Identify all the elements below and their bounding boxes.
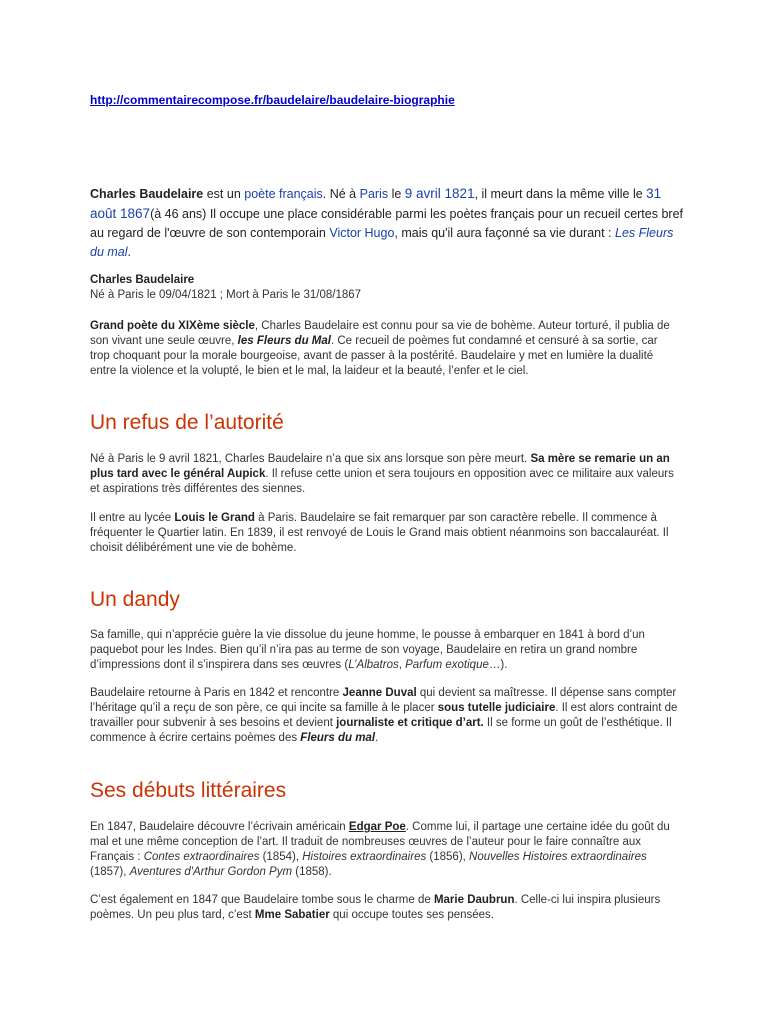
- italic-text: Nouvelles Histoires extraordinaires: [469, 851, 647, 863]
- body-text: . Comme lui, il partage une certaine idée du goût du mal et une même conception de l’art. Il traduit de nombreuses œuvres de l’auteur pour le faire connaître aux Français :: [90, 821, 670, 863]
- body-text: à Paris. Baudelaire se fait remarquer par son caractère rebelle. Il commence à fréquenter le Quartier latin. En 1839, il est renvoyé de Louis le Grand mais obtient néanmoins son baccalauréat. Il choisit délibérément une vie de bohème.: [90, 512, 669, 554]
- italic-text: Parfum exotique: [405, 659, 489, 671]
- section-heading-dandy: Un dandy: [90, 588, 180, 611]
- body-text: qui devient sa maîtresse. Il dépense sans compter l’héritage qu’il a reçu de son père, ce qui incite sa famille à le placer: [90, 687, 677, 714]
- fleurs-link[interactable]: Les Fleurs du mal: [90, 226, 674, 259]
- intro-text: .: [127, 245, 132, 259]
- bio-block: [90, 273, 680, 303]
- body-text: Il se forme un goût de l’esthétique. Il commence à écrire certains poèmes des: [90, 717, 672, 744]
- intro-text: est un: [203, 187, 245, 201]
- body-text: (1854),: [259, 851, 303, 863]
- bold-text: Marie Daubrun: [433, 894, 515, 906]
- death-date-link[interactable]: 31 août 1867: [90, 186, 662, 221]
- author-name: Charles Baudelaire: [90, 187, 204, 201]
- bold-text: Mme Sabatier: [254, 909, 330, 921]
- grand-poete-paragraph: [90, 319, 680, 379]
- body-text: (1856),: [426, 851, 470, 863]
- bio-name: Charles Baudelaire: [90, 274, 195, 286]
- bold-italic-text: les Fleurs du Mal: [237, 335, 331, 347]
- body-text: Baudelaire retourne à Paris en 1842 et rencontre: [90, 687, 343, 699]
- body-text: En 1847, Baudelaire découvre l’écrivain américain: [90, 821, 349, 833]
- body-text: .: [375, 732, 379, 744]
- body-text: qui occupe toutes ses pensées.: [329, 909, 495, 921]
- body-text: …).: [488, 659, 508, 671]
- italic-text: L’Albatros: [348, 659, 399, 671]
- intro-paragraph: [90, 184, 690, 262]
- body-text: (1857),: [90, 866, 130, 878]
- paris-link[interactable]: Paris: [359, 187, 389, 201]
- body-text: , Charles Baudelaire est connu pour sa vie de bohème. Auteur torturé, il publia de son vivant une seule œuvre,: [90, 320, 670, 347]
- section-heading-autorite: Un refus de l’autorité: [90, 411, 284, 434]
- autorite-paragraph-1: [90, 452, 680, 497]
- intro-text: , mais qu'il aura façonné sa vie durant :: [394, 226, 615, 240]
- bold-text: Sa mère se remarie un an plus tard avec le général Aupick: [90, 453, 670, 480]
- body-text: . Il refuse cette union et sera toujours en opposition avec ce militaire aux valeurs et aspirations très différentes des siennes.: [90, 468, 674, 495]
- section-heading-debuts: Ses débuts littéraires: [90, 779, 287, 802]
- italic-text: Contes extraordinaires: [143, 851, 260, 863]
- italic-text: Aventures d'Arthur Gordon Pym: [129, 866, 293, 878]
- poet-link[interactable]: poète français: [244, 187, 323, 201]
- body-text: Sa famille, qui n’apprécie guère la vie dissolue du jeune homme, le pousse à embarquer en 1841 à bord d’un paquebot pour les Indes. Bien qu’il n’ira pas au terme de son voyage, Baudelaire en retira un grand nombre d’impressions dont il s’inspirera dans ses œuvres (: [90, 629, 645, 671]
- debuts-paragraph-2: [90, 893, 680, 923]
- body-text: . Il est alors contraint de travailler pour subvenir à ses besoins et devient: [90, 702, 678, 729]
- source-link[interactable]: http://commentairecompose.fr/baudelaire/baudelaire-biographie: [90, 93, 455, 107]
- bold-italic-text: Fleurs du mal: [300, 732, 376, 744]
- body-text: Né à Paris le 9 avril 1821, Charles Baudelaire n’a que six ans lorsque son père meurt.: [90, 453, 531, 465]
- body-text: . Ce recueil de poèmes fut condamné et censuré à sa sortie, car trop choquant pour la morale bourgeoise, avant de passer à la postérité. Baudelaire y met en lumière la dualité entre la violence et la volupté, le bien et le mal, la laideur et la beauté, l’enfer et le ciel.: [90, 335, 658, 377]
- birth-date-link[interactable]: 9 avril 1821: [404, 186, 475, 201]
- body-text: (1858).: [292, 866, 332, 878]
- intro-text: . Né à: [322, 187, 360, 201]
- dandy-paragraph-1: [90, 628, 680, 673]
- body-text: ,: [398, 659, 406, 671]
- bold-text: Louis le Grand: [174, 512, 255, 524]
- edgar-poe-link[interactable]: Edgar Poe: [348, 821, 406, 833]
- bold-text: sous tutelle judiciaire: [437, 702, 556, 714]
- dandy-paragraph-2: [90, 686, 680, 746]
- bio-dates: Né à Paris le 09/04/1821 ; Mort à Paris le 31/08/1867: [90, 289, 362, 301]
- body-text: Il entre au lycée: [90, 512, 175, 524]
- italic-text: Histoires extraordinaires: [302, 851, 427, 863]
- body-text: . Celle-ci lui inspira plusieurs poèmes. Un peu plus tard, c’est: [90, 894, 661, 921]
- body-text: C’est également en 1847 que Baudelaire tombe sous le charme de: [90, 894, 434, 906]
- bold-text: Jeanne Duval: [342, 687, 417, 699]
- intro-text: (à 46 ans) Il occupe une place considérable parmi les poètes français pour un recueil certes bref au regard de l'œuvre de son contemporain: [90, 207, 683, 240]
- bold-text: journaliste et critique d’art.: [336, 717, 484, 729]
- debuts-paragraph-1: [90, 820, 680, 880]
- intro-text: le: [388, 187, 405, 201]
- intro-text: , il meurt dans la même ville le: [474, 187, 647, 201]
- bold-text: Grand poète du XIXème siècle: [90, 320, 255, 332]
- hugo-link[interactable]: Victor Hugo: [329, 226, 395, 240]
- autorite-paragraph-2: [90, 511, 680, 556]
